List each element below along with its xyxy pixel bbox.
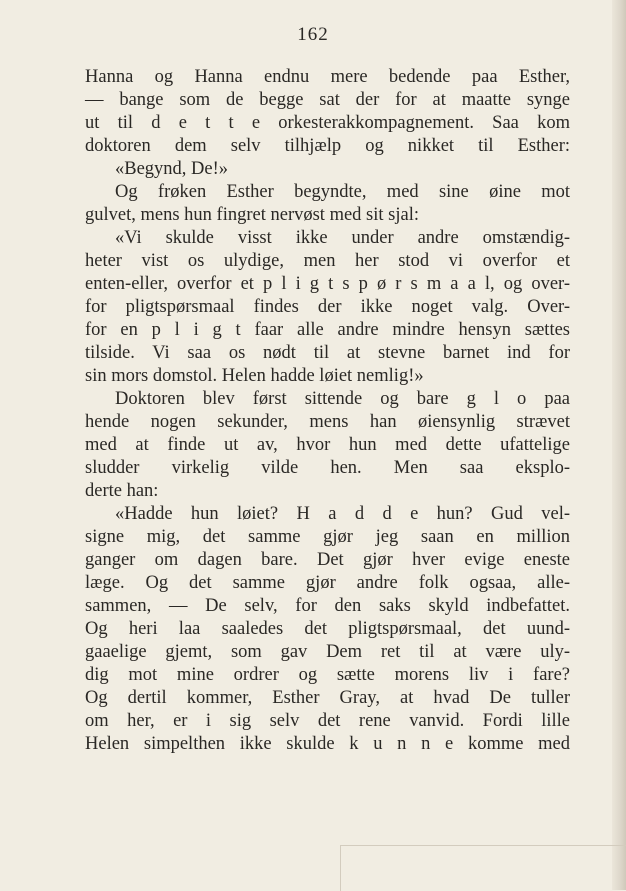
text-line: dig mot mine ordrer og sætte morens liv i fare? (85, 665, 570, 685)
text-line: «Hadde hun løiet? H a d d e hun? Gud vel- (115, 504, 570, 524)
text-line: heter vist os ulydige, men her stod vi overfor et (85, 251, 570, 271)
text-line: Helen simpelthen ikke skulde k u n n e komme med (85, 734, 570, 754)
text-line: Hanna og Hanna endnu mere bedende paa Esther, (85, 67, 570, 87)
text-line: om her, er i sig selv det rene vanvid. Fordi lille (85, 711, 570, 731)
text-line: signe mig, det samme gjør jeg saan en million (85, 527, 570, 547)
text-line: med at finde ut av, hvor hun med dette ufattelige (85, 435, 570, 455)
text-line: sludder virkelig vilde hen. Men saa eksplo- (85, 458, 570, 478)
text-line: for pligtspørsmaal findes der ikke noget valg. Over- (85, 297, 570, 317)
text-line: Og heri laa saaledes det pligtspørsmaal, det uund- (85, 619, 570, 639)
text-line: Og dertil kommer, Esther Gray, at hvad De tuller (85, 688, 570, 708)
text-line: sin mors domstol. Helen hadde løiet nemlig!» (85, 366, 424, 386)
text-line: ut til d e t t e orkesterakkompagnement. Saa kom (85, 113, 570, 133)
text-line: Og frøken Esther begyndte, med sine øine mot (115, 182, 570, 202)
page-edge (612, 0, 626, 890)
text-line: enten-eller, overfor et p l i g t s p ø r s m a a l, og over- (85, 274, 570, 294)
text-line: gaaelige gjemt, som gav Dem ret til at være uly- (85, 642, 570, 662)
text-line: — bange som de begge sat der for at maatte synge (85, 90, 570, 110)
body-text (85, 66, 570, 756)
text-line: tilside. Vi saa os nødt til at stevne barnet ind for (85, 343, 570, 363)
text-line: doktoren dem selv tilhjælp og nikket til Esther: (85, 136, 570, 156)
text-line: sammen, — De selv, for den saks skyld indbefattet. (85, 596, 570, 616)
text-line: Doktoren blev først sittende og bare g l o paa (115, 389, 570, 409)
page-fold-shadow (340, 845, 626, 891)
text-line: «Vi skulde visst ikke under andre omstændig- (115, 228, 570, 248)
text-line: «Begynd, De!» (115, 159, 229, 179)
text-line: gulvet, mens hun fingret nervøst med sit sjal: (85, 205, 419, 225)
text-line: hende nogen sekunder, mens han øiensynlig strævet (85, 412, 570, 432)
text-line: læge. Og det samme gjør andre folk ogsaa, alle- (85, 573, 570, 593)
page-number: 162 (297, 24, 329, 45)
text-line: ganger om dagen bare. Det gjør hver evige eneste (85, 550, 570, 570)
text-line: for en p l i g t faar alle andre mindre hensyn sættes (85, 320, 570, 340)
text-line: derte han: (85, 481, 159, 501)
